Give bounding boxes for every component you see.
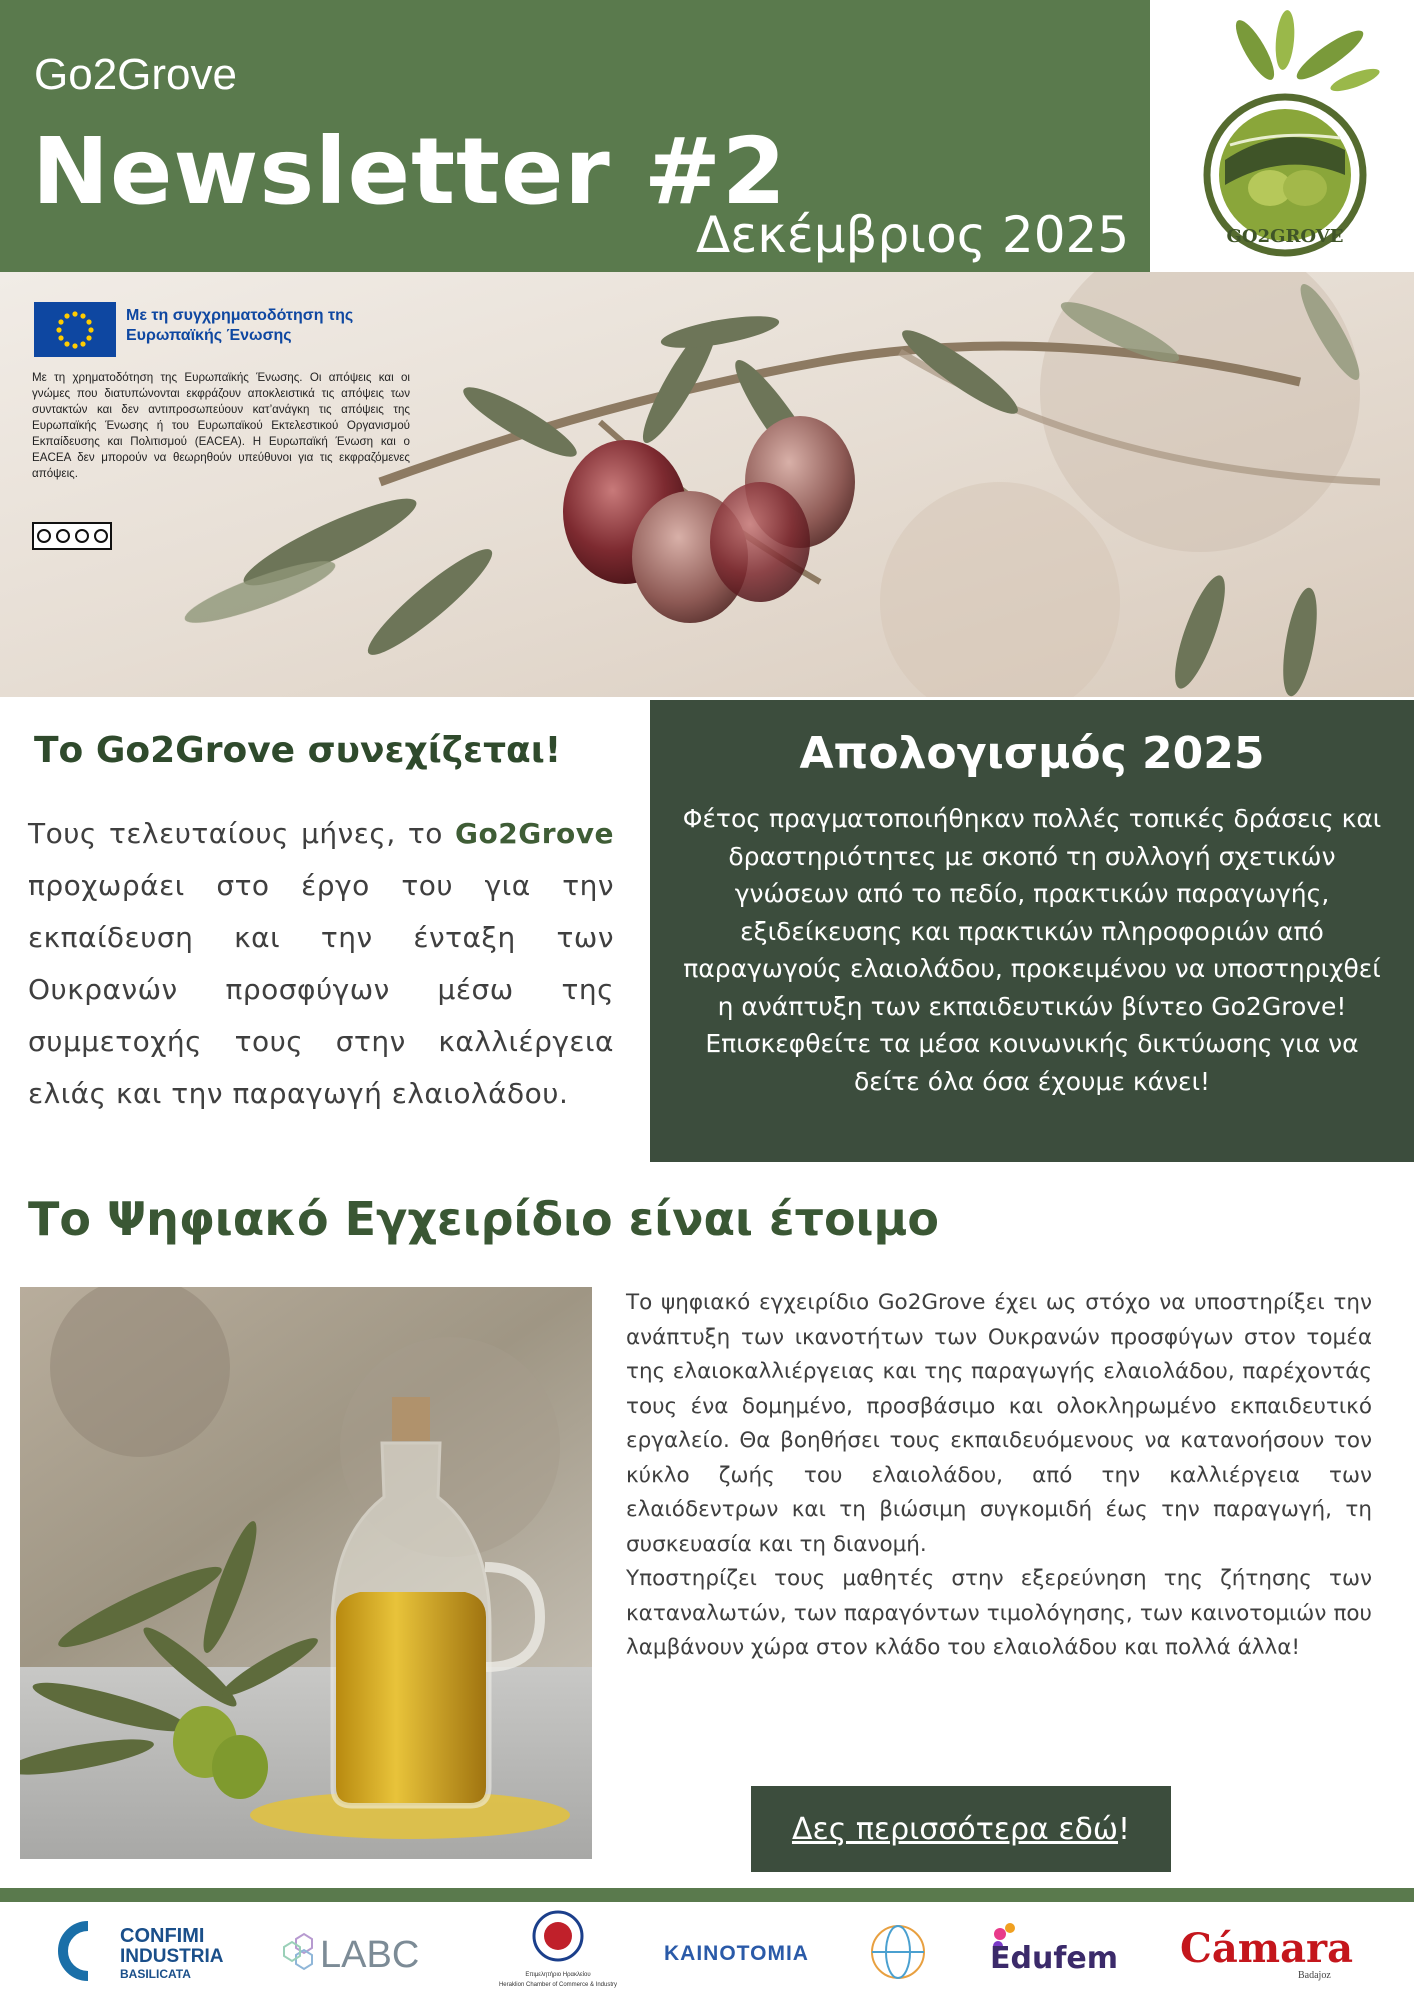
partner-logo-confimi — [54, 1902, 234, 2000]
partner-logo-heraklion-chamber — [488, 1902, 628, 2000]
newsletter-title: Newsletter #2 — [32, 118, 787, 225]
brand-name: Go2Grove — [34, 50, 237, 99]
eu-disclaimer: Με τη χρηματοδότηση της Ευρωπαϊκής Ένωσης. Οι απόψεις και οι γνώμες που διατυπώνονται εκφράζουν αποκλειστικά τις απόψεις των συντακτών και δεν αντιπροσωπεύουν κατ’ανάγκη τις απόψεις της Ευρωπαϊκής Ένωσης ή του Ευρωπαϊκού Εκτελεστικού Οργανισμού Εκπαίδευσης και Πολιτισμού (EACEA). Η Ευρωπαϊκή Ένωση και ο EACEA δεν μπορούν να θεωρηθούν υπεύθυνοι για τις εκφραζόμενες απόψεις. — [32, 371, 410, 480]
creative-commons-icon — [32, 522, 112, 550]
svg-text:LABC: LABC — [320, 1934, 420, 1976]
svg-text:GO2GROVE: GO2GROVE — [1226, 226, 1344, 247]
partner-logo-camara — [1178, 1902, 1368, 2000]
review-2025-box — [650, 700, 1414, 1162]
footer-divider — [0, 1888, 1414, 1902]
olive-oil-bottle-image — [20, 1287, 592, 1859]
brand-highlight: Go2Grove — [455, 817, 614, 850]
svg-text:CONFIMI: CONFIMI — [120, 1925, 205, 1947]
svg-text:Edufem: Edufem — [990, 1941, 1118, 1976]
digital-handbook-body — [626, 1286, 1372, 1666]
hero-olive-branch-image — [0, 272, 1414, 697]
header-banner — [0, 0, 1150, 272]
svg-text:KAINOTOMIA: KAINOTOMIA — [664, 1942, 809, 1965]
see-more-link[interactable]: Δες περισσότερα εδώ — [791, 1811, 1119, 1847]
section-continues-body: Τους τελευταίους μήνες, το Go2Grove προχωράει στο έργο του για την εκπαίδευση και την ένταξη των Ουκρανών προσφύγων μέσω της συμμετοχής τους στην καλλιέργεια ελιάς και την παραγωγή ελαιολάδου. — [28, 817, 614, 1110]
olive-logo-icon — [1170, 10, 1400, 270]
svg-text:Badajoz: Badajoz — [1298, 1970, 1331, 1981]
eu-cofunded-label: Με τη συγχρηματοδότηση της Ευρωπαϊκής Ένωσης — [126, 307, 354, 344]
handbook-paragraph-1: Το ψηφιακό εγχειρίδιο Go2Grove έχει ως στόχο να υποστηρίξει την ανάπτυξη των ικανοτήτων των Ουκρανών προσφύγων στον τομέα της ελαιοκαλλιέργειας και της παραγωγής ελαιολάδου, παρέχοντάς τους ένα δομημένο, προσβάσιμο και ολοκληρωμένο εκπαιδευτικό εργαλείο. Θα βοηθήσει τους εκπαιδευόμενους να κατανοήσουν τον κύκλο ζωής του ελαιολάδου, από την καλλιέργεια των ελαιόδεντρων και τη βιώσιμη συγκομιδή έως την παραγωγή, τη συσκευασία και τη διανομή. — [626, 1290, 1372, 1557]
svg-text:Επιμελητήριο Ηρακλείου: Επιμελητήριο Ηρακλείου — [525, 1972, 591, 1978]
partner-logo-kainotomia — [662, 1902, 932, 2000]
go2grove-logo — [1150, 0, 1414, 272]
partner-logo-edufem — [984, 1902, 1134, 2000]
partner-logos — [0, 1902, 1414, 2000]
handbook-paragraph-2: Υποστηρίζει τους μαθητές στην εξερεύνηση της ζήτησης των καταναλωτών, των παραγόντων τιμολόγησης, των καινοτομιών που λαμβάνουν χώρα στον κλάδο του ελαιολάδου και πολλά άλλα! — [626, 1566, 1372, 1660]
digital-handbook-title: Το Ψηφιακό Εγχειρίδιο είναι έτοιμο — [28, 1192, 939, 1246]
svg-text:BASILICATA: BASILICATA — [120, 1967, 191, 1981]
review-body: Φέτος πραγματοποιήθηκαν πολλές τοπικές δράσεις και δραστηριότητες με σκοπό τη συλλογή σχετικών γνώσεων από το πεδίο, πρακτικών παραγωγής, εξιδείκευσης και πρακτικών πληροφοριών από παραγωγούς ελαιολάδου, προκειμένου να υποστηριχθεί η ανάπτυξη των εκπαιδευτικών βίντεο Go2Grove! Επισκεφθείτε τα μέσα κοινωνικής δικτύωσης για να δείτε όλα όσα έχουμε κάνει! — [682, 804, 1382, 1096]
issue-date: Δεκέμβριος 2025 — [696, 206, 1130, 264]
eu-flag-icon — [34, 302, 116, 357]
partner-logo-labc — [282, 1902, 442, 2000]
section-continues-title: Το Go2Grove συνεχίζεται! — [34, 730, 562, 771]
review-title: Απολογισμός 2025 — [799, 728, 1265, 779]
svg-text:INDUSTRIA: INDUSTRIA — [120, 1946, 224, 1967]
svg-text:Cámara: Cámara — [1180, 1925, 1353, 1972]
svg-text:Heraklion Chamber of Commerce: Heraklion Chamber of Commerce & Industry — [498, 1982, 618, 1988]
see-more-button[interactable]: Δες περισσότερα εδώ ! — [751, 1786, 1171, 1872]
